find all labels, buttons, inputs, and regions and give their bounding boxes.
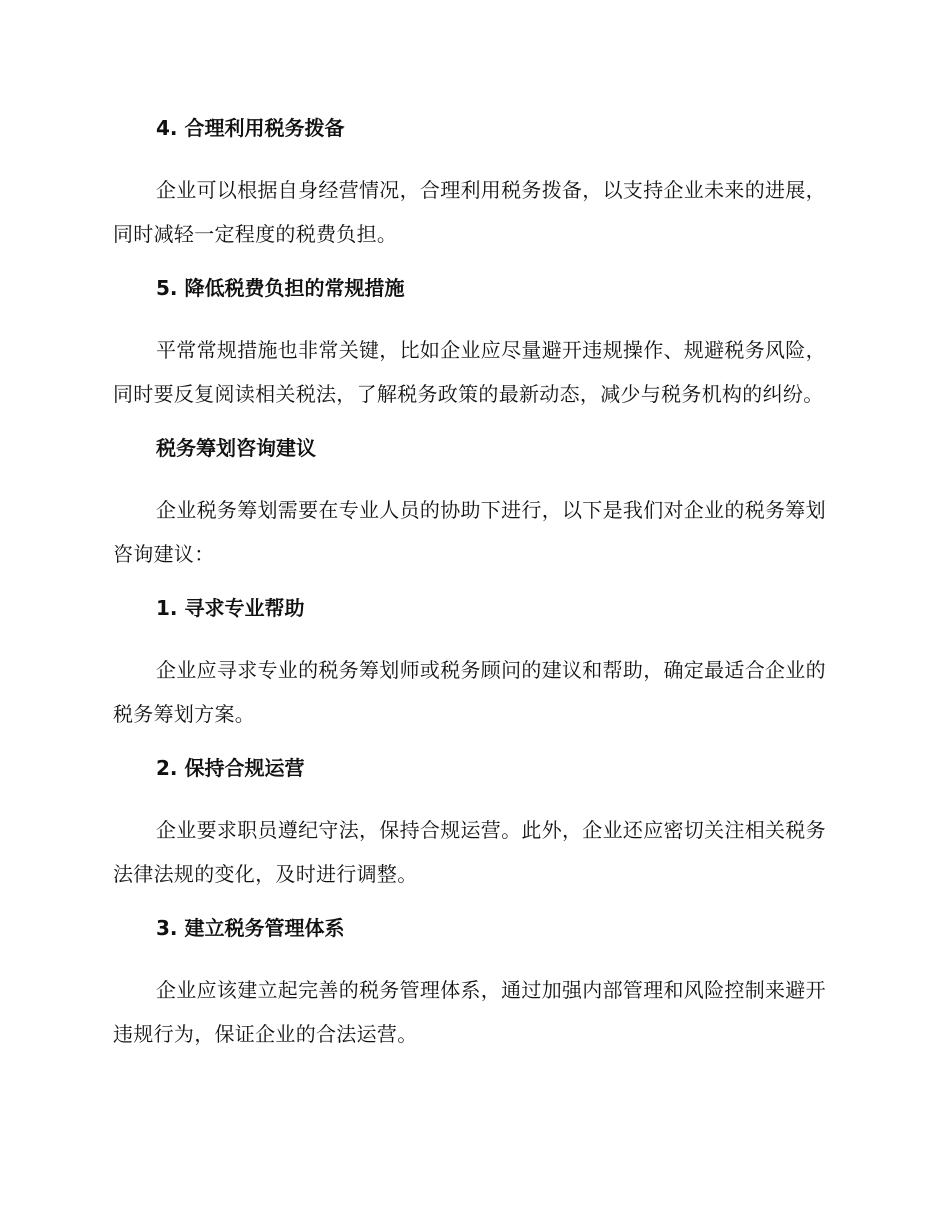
advice-3-paragraph: 企业应该建立起完善的税务管理体系，通过加强内部管理和风险控制来避开违规行为，保证企业的合法运营。 (113, 978, 826, 1046)
advice-3-heading: 3. 建立税务管理体系 (156, 916, 345, 940)
advice-1-paragraph: 企业应寻求专业的税务筹划师或税务顾问的建议和帮助，确定最适合企业的税务筹划方案。 (113, 658, 826, 726)
advice-heading: 税务筹划咨询建议 (156, 436, 316, 460)
document-page (113, 110, 833, 1070)
advice-2-paragraph: 企业要求职员遵纪守法，保持合规运营。此外，企业还应密切关注相关税务法律法规的变化，及时进行调整。 (113, 818, 826, 886)
advice-1-heading: 1. 寻求专业帮助 (156, 596, 305, 620)
section-5-paragraph: 平常常规措施也非常关键，比如企业应尽量避开违规操作、规避税务风险，同时要反复阅读相关税法，了解税务政策的最新动态，减少与税务机构的纠纷。 (113, 338, 826, 406)
section-4-paragraph: 企业可以根据自身经营情况，合理利用税务拨备，以支持企业未来的进展，同时减轻一定程度的税费负担。 (113, 178, 826, 246)
section-5-heading: 5. 降低税费负担的常规措施 (156, 276, 405, 300)
advice-paragraph: 企业税务筹划需要在专业人员的协助下进行，以下是我们对企业的税务筹划咨询建议： (113, 498, 826, 566)
section-4-heading: 4. 合理利用税务拨备 (156, 116, 345, 140)
advice-2-heading: 2. 保持合规运营 (156, 756, 305, 780)
